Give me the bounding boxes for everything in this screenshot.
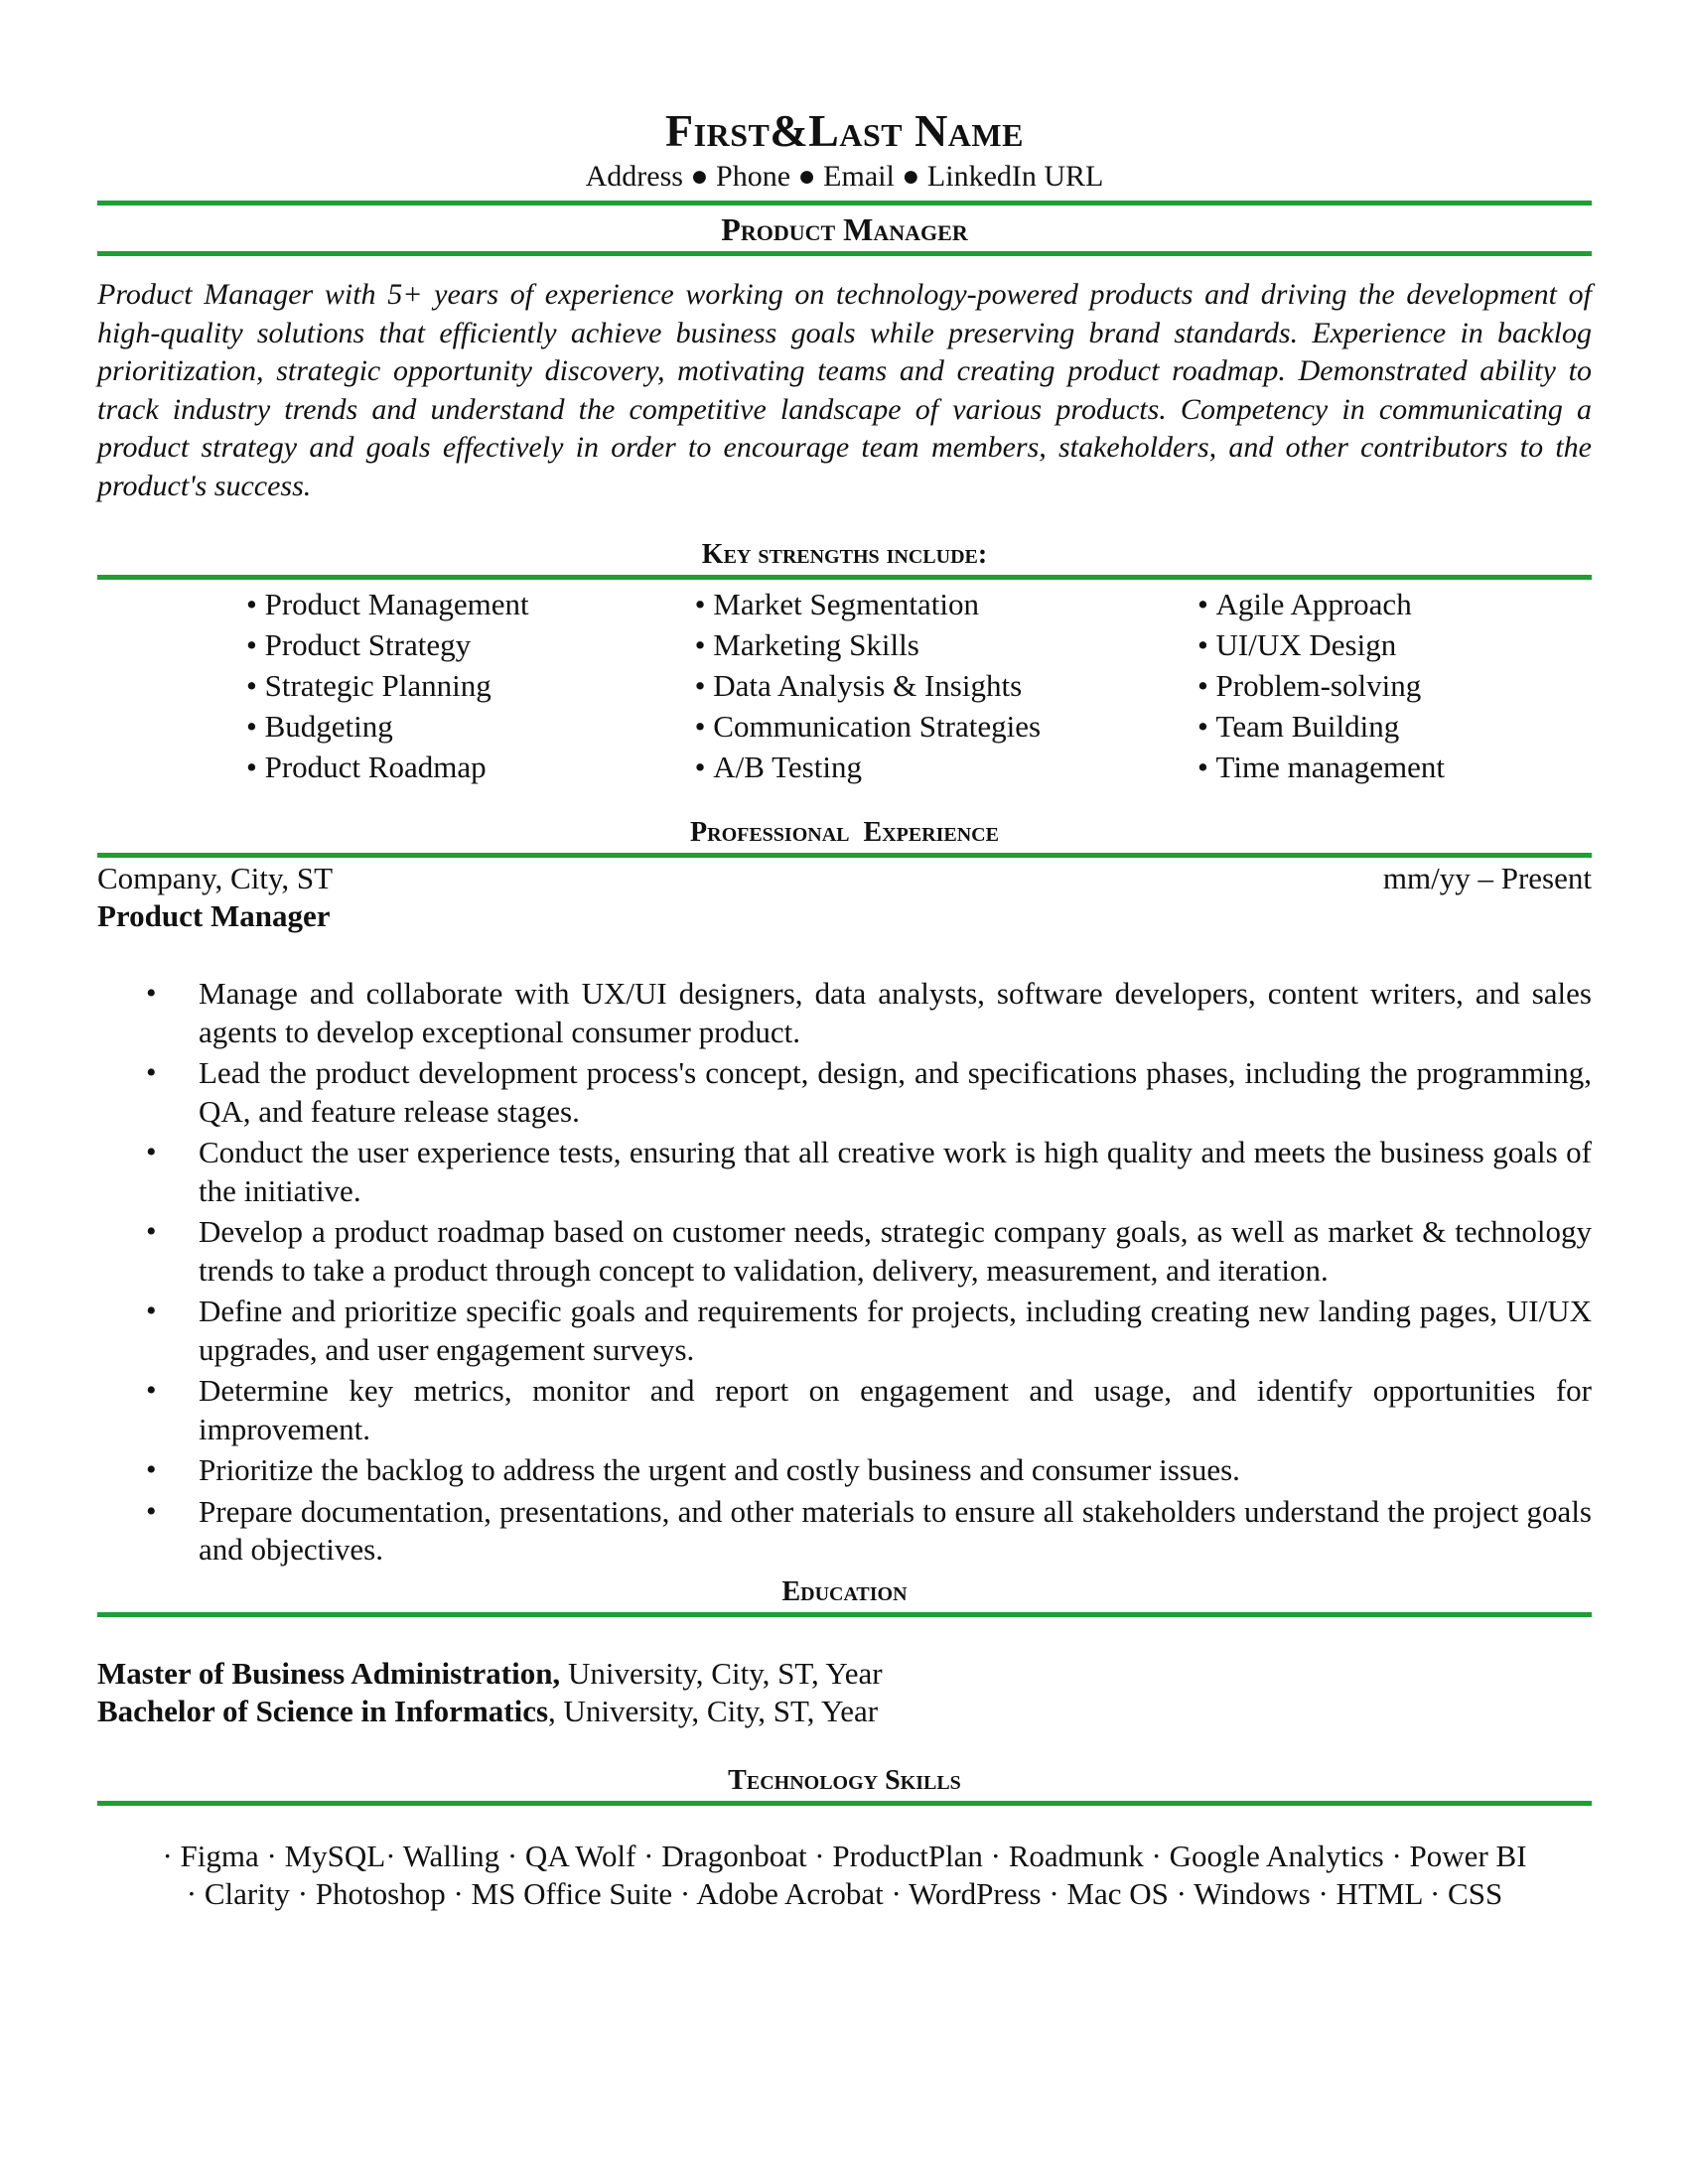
tech-skills: [97, 1838, 1592, 1914]
strength-item: • Agile Approach: [1197, 584, 1592, 624]
divider: [97, 201, 1592, 205]
strength-item: • Data Analysis & Insights: [695, 665, 1197, 706]
contact-line: Address ● Phone ● Email ● LinkedIn URL: [585, 160, 1104, 193]
candidate-name: First&Last Name: [665, 105, 1024, 156]
strength-item: • Time management: [1197, 747, 1592, 787]
role-title: Product Manager: [721, 211, 968, 247]
divider: [97, 575, 1592, 580]
strength-item: • Communication Strategies: [695, 706, 1197, 747]
strengths-column: [1197, 584, 1592, 787]
strength-item: • Product Management: [246, 584, 695, 624]
strength-item: • Product Roadmap: [246, 747, 695, 787]
divider: [97, 251, 1592, 256]
education-title: Education: [781, 1575, 908, 1607]
degree-name: Master of Business Administration,: [97, 1655, 561, 1691]
strength-item: • Marketing Skills: [695, 624, 1197, 665]
duty-item: • Prioritize the backlog to address the urgent and costly business and consumer issues.: [97, 1451, 1592, 1490]
education-list: [97, 1655, 1592, 1731]
experience-title: Professional Experience: [690, 817, 999, 848]
strength-item: • A/B Testing: [695, 747, 1197, 787]
divider: [97, 853, 1592, 858]
company-location: Company, City, ST: [97, 861, 334, 895]
tech-title: Technology Skills: [728, 1764, 961, 1796]
strength-item: • Market Segmentation: [695, 584, 1197, 624]
strengths-grid: [246, 584, 1592, 787]
duty-item: • Develop a product roadmap based on customer needs, strategic company goals, as well as market & technology trends to take a product through concept to validation, delivery, measurement, and iteration.: [97, 1213, 1592, 1290]
tech-skills-line: · Figma · MySQL· Walling · QA Wolf · Dragonboat · ProductPlan · Roadmunk · Google Analytics · Power BI: [162, 1838, 1527, 1873]
strength-item: • Problem-solving: [1197, 665, 1592, 706]
strength-item: • Strategic Planning: [246, 665, 695, 706]
duty-item: • Conduct the user experience tests, ensuring that all creative work is high quality and meets the business goals of the initiative.: [97, 1134, 1592, 1210]
divider: [97, 1612, 1592, 1617]
job-header: [97, 860, 1592, 897]
tech-skills-line: · Clarity · Photoshop · MS Office Suite · Adobe Acrobat · WordPress · Mac OS · Windows · HTML · CSS: [186, 1876, 1503, 1911]
strength-item: • Product Strategy: [246, 624, 695, 665]
degree-detail: University, City, ST, Year: [560, 1655, 883, 1691]
education-entry: [97, 1655, 1592, 1694]
strength-item: • Budgeting: [246, 706, 695, 747]
degree-detail: , University, City, ST, Year: [548, 1694, 879, 1728]
job-dates: mm/yy – Present: [1382, 861, 1592, 895]
education-entry: [97, 1693, 1592, 1731]
duty-item: • Define and prioritize specific goals and requirements for projects, including creating new landing pages, UI/UX upgrades, and user engagement surveys.: [97, 1293, 1592, 1369]
job-title: Product Manager: [97, 898, 331, 933]
resume-page: [97, 99, 1592, 1914]
professional-summary: Product Manager with 5+ years of experience working on technology-powered products and driving the development of high-quality solutions that efficiently achieve business goals while preserving brand standards. Experience in backlog prioritization, strategic opportunity discovery, motivating teams and creating product roadmap. Demonstrated ability to track industry trends and understand the competitive landscape of various products. Competency in communicating a product strategy and goals effectively in order to encourage team members, stakeholders, and other contributors to the product's success.: [97, 278, 1592, 502]
duty-item: • Manage and collaborate with UX/UI designers, data analysts, software developers, content writers, and sales agents to develop exceptional consumer product.: [97, 975, 1592, 1051]
divider: [97, 1801, 1592, 1806]
degree-name: Bachelor of Science in Informatics: [97, 1694, 549, 1728]
strength-item: • UI/UX Design: [1197, 624, 1592, 665]
duty-item: • Prepare documentation, presentations, and other materials to ensure all stakeholders understand the project goals and objectives.: [97, 1493, 1592, 1570]
strengths-column: [246, 584, 695, 787]
strengths-title: Key strengths include:: [701, 539, 988, 570]
duty-item: • Determine key metrics, monitor and report on engagement and usage, and identify opportunities for improvement.: [97, 1372, 1592, 1448]
strengths-column: [695, 584, 1197, 787]
duty-item: • Lead the product development process's concept, design, and specifications phases, including the programming, QA, and feature release stages.: [97, 1054, 1592, 1131]
duties-list: [97, 975, 1592, 1570]
strength-item: • Team Building: [1197, 706, 1592, 747]
